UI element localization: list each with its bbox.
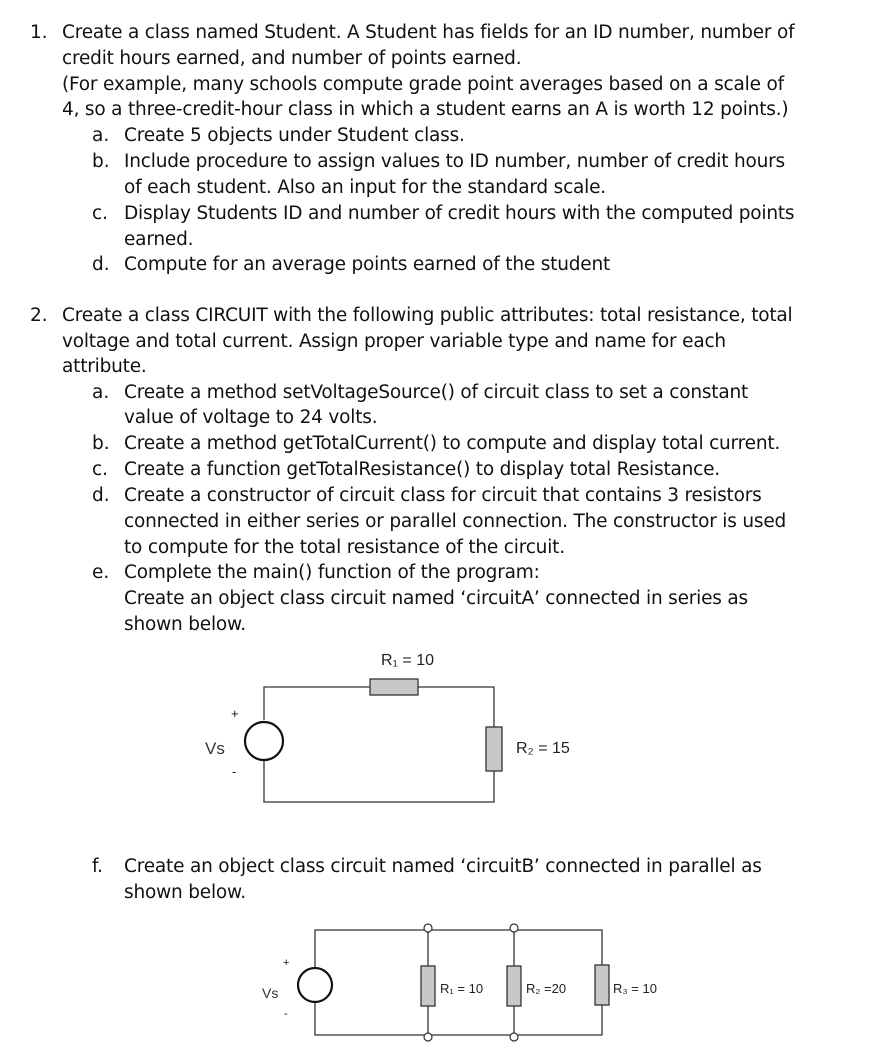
- q2-line: attribute.: [62, 356, 147, 377]
- resistor-r1: [421, 966, 435, 1006]
- q2-item-line: Create an object class circuit named ‘circuitB’ connected in parallel as: [124, 856, 762, 877]
- q2-item-line: to compute for the total resistance of the circuit.: [124, 537, 565, 558]
- r1-label: R₁ = 10: [440, 981, 484, 996]
- parallel-wire: [315, 1002, 602, 1035]
- q1-item-line: Include procedure to assign values to ID number, number of credit hours: [124, 151, 785, 172]
- q2-item-line: shown below.: [124, 614, 246, 635]
- q1-line: 4, so a three-credit-hour class in which a student earns an A is worth 12 points.): [62, 99, 789, 120]
- r3-label: R₃ = 10: [613, 981, 657, 996]
- q1-item-line: of each student. Also an input for the standard scale.: [124, 177, 606, 198]
- q2-number: 2.: [30, 305, 48, 326]
- q2-item-letter: b.: [92, 433, 110, 454]
- q2-line: Create a class CIRCUIT with the following public attributes: total resistance, total: [62, 305, 793, 326]
- r1-label: R₁ = 10: [381, 652, 434, 669]
- junction-node: [510, 924, 518, 932]
- voltage-source: [298, 968, 332, 1002]
- source-label: Vs: [262, 985, 279, 1001]
- q2-line: voltage and total current. Assign proper variable type and name for each: [62, 331, 726, 352]
- junction-node: [424, 924, 432, 932]
- source-label: Vs: [205, 739, 225, 758]
- q2-item-letter: d.: [92, 485, 110, 506]
- q1-item-line: Display Students ID and number of credit hours with the computed points: [124, 203, 795, 224]
- q1-line: (For example, many schools compute grade point averages based on a scale of: [62, 74, 784, 95]
- source-minus: -: [232, 764, 237, 779]
- q1-line: Create a class named Student. A Student has fields for an ID number, number of: [62, 22, 795, 43]
- q2-item-line: shown below.: [124, 882, 246, 903]
- q1-item-letter: c.: [92, 203, 109, 224]
- q2-item-line: Create a method getTotalCurrent() to compute and display total current.: [124, 433, 781, 454]
- q2-item-letter: c.: [92, 459, 109, 480]
- q2-item-line: value of voltage to 24 volts.: [124, 407, 378, 428]
- junction-node: [424, 1033, 432, 1041]
- source-minus: -: [284, 1008, 288, 1020]
- junction-node: [510, 1033, 518, 1041]
- q1-item-letter: d.: [92, 254, 110, 275]
- parallel-wire: [315, 930, 602, 968]
- resistor-r3: [595, 965, 609, 1005]
- resistor-r2: [507, 966, 521, 1006]
- source-plus: +: [283, 957, 290, 969]
- q1-item-letter: a.: [92, 125, 110, 146]
- q1-item-line: Create 5 objects under Student class.: [124, 125, 465, 146]
- q1-item-line: Compute for an average points earned of the student: [124, 254, 611, 275]
- q2-item-line: Create an object class circuit named ‘circuitA’ connected in series as: [124, 588, 748, 609]
- q1-number: 1.: [30, 22, 48, 43]
- q2-item-line: connected in either series or parallel connection. The constructor is used: [124, 511, 787, 532]
- q1-line: credit hours earned, and number of points earned.: [62, 48, 522, 69]
- q2-item-letter: e.: [92, 562, 110, 583]
- q2-item-line: Create a function getTotalResistance() to display total Resistance.: [124, 459, 720, 480]
- r2-label: R₂ = 15: [516, 740, 570, 757]
- q2-item-line: Create a constructor of circuit class for circuit that contains 3 resistors: [124, 485, 762, 506]
- q2-item-letter: a.: [92, 382, 110, 403]
- q1-item-letter: b.: [92, 151, 110, 172]
- r2-label: R₂ =20: [526, 981, 567, 996]
- q2-item-letter: f.: [92, 856, 104, 877]
- q2-item-line: Complete the main() function of the program:: [124, 562, 540, 583]
- source-plus: +: [231, 706, 239, 721]
- q1-item-line: earned.: [124, 229, 194, 250]
- q2-item-line: Create a method setVoltageSource() of circuit class to set a constant: [124, 382, 749, 403]
